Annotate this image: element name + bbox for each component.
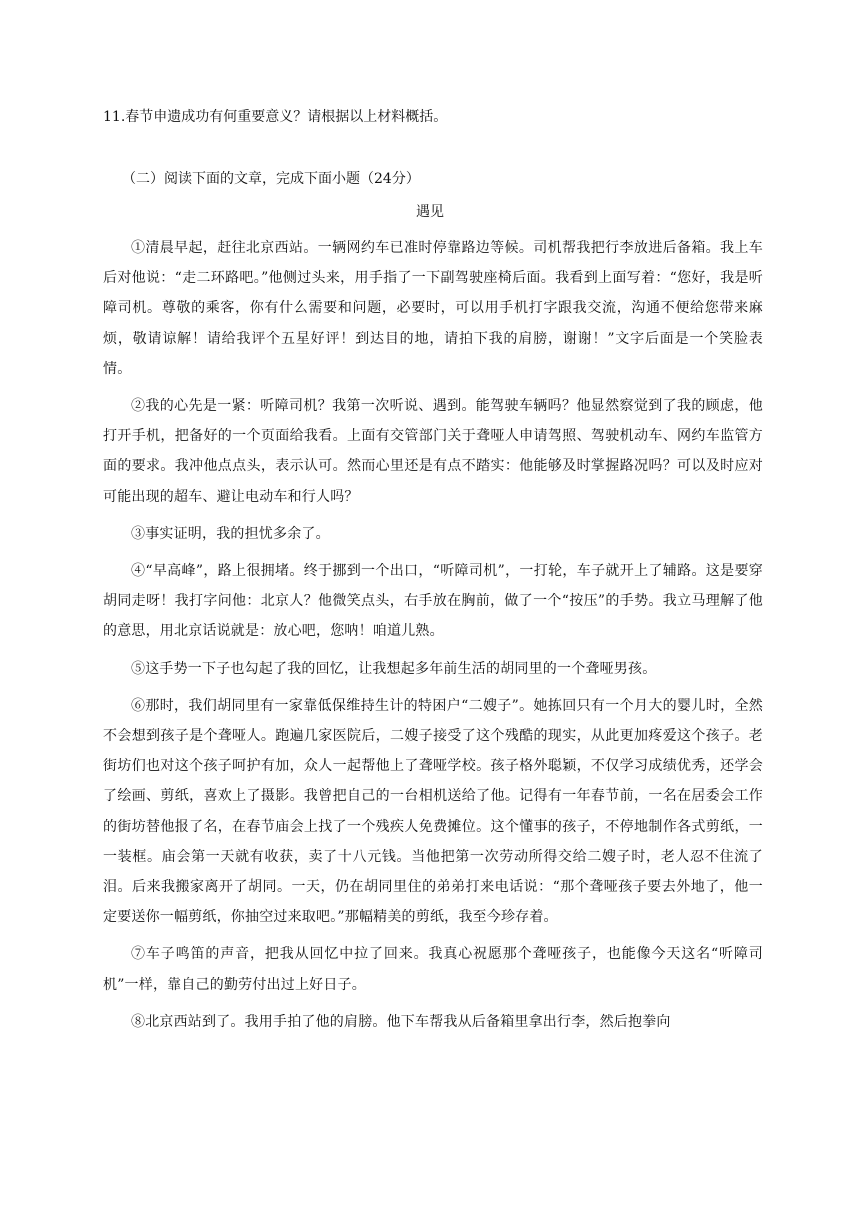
article-body	[103, 233, 763, 1044]
paragraph-5: ⑤这手势一下子也勾起了我的回忆，让我想起多年前生活的胡同里的一个聋哑男孩。	[131, 660, 657, 677]
article-title: 遇见	[416, 204, 444, 220]
paragraph-8: ⑧北京西站到了。我用手拍了他的肩膀。他下车帮我从后备箱里拿出行李，然后抱拳向	[131, 1013, 671, 1030]
paragraph-1: ①清晨早起，赶往北京西站。一辆网约车已准时停靠路边等候。司机帮我把行李放进后备箱。我上车后对他说：“走二环路吧。”他侧过头来，用手指了一下副驾驶座椅后面。我看到上面写着：“您好，我是听障司机。尊敬的乘客，你有什么需要和问题，必要时，可以用手机打字跟我交流，沟通不便给您带来麻烦，敬请谅解！请给我评个五星好评！到达目的地，请拍下我的肩膀，谢谢！”文字后面是一个笑脸表情。	[103, 240, 763, 377]
paragraph-3: ③事实证明，我的担忧多余了。	[131, 525, 330, 542]
question-11: 11.春节申遗成功有何重要意义？请根据以上材料概括。	[103, 109, 448, 125]
paragraph-2: ②我的心先是一紧：听障司机？我第一次听说、遇到。能驾驶车辆吗？他显然察觉到了我的顾虑，他打开手机，把备好的一个页面给我看。上面有交管部门关于聋哑人申请驾照、驾驶机动车、网约车监管方面的要求。我冲他点点头，表示认可。然而心里还是有点不踏实：他能够及时掌握路况吗？可以及时应对可能出现的超车、避让电动车和行人吗？	[103, 398, 763, 505]
paragraph-7: ⑦车子鸣笛的声音，把我从回忆中拉了回来。我真心祝愿那个聋哑孩子，也能像今天这名“听障司机”一样，靠自己的勤劳付出过上好日子。	[103, 946, 763, 993]
paragraph-4: ④“早高峰”，路上很拥堵。终于挪到一个出口，“听障司机”，一打轮，车子就开上了辅路。这是要穿胡同走呀！我打字问他：北京人？他微笑点头，右手放在胸前，做了一个“按压”的手势。我立马理解了他的意思，用北京话说就是：放心吧，您呐！咱道儿熟。	[103, 563, 763, 640]
paragraph-6: ⑥那时，我们胡同里有一家靠低保维持生计的特困户“二嫂子”。她拣回只有一个月大的婴儿时，全然不会想到孩子是个聋哑人。跑遍几家医院后，二嫂子接受了这个残酷的现实，从此更加疼爱这个孩子。老街坊们也对这个孩子呵护有加，众人一起帮他上了聋哑学校。孩子格外聪颖，不仅学习成绩优秀，还学会了绘画、剪纸，喜欢上了摄影。我曾把自己的一台相机送给了他。记得有一年春节前，一名在居委会工作的街坊替他报了名，在春节庙会上找了一个残疾人免费摊位。这个懂事的孩子，不停地制作各式剪纸，一一装框。庙会第一天就有收获，卖了十八元钱。当他把第一次劳动所得交给二嫂子时，老人忍不住流了泪。后来我搬家离开了胡同。一天，仍在胡同里住的弟弟打来电话说：“那个聋哑孩子要去外地了，他一定要送你一幅剪纸，你抽空过来取吧。”那幅精美的剪纸，我至今珍存着。	[103, 697, 763, 926]
section-heading: （二）阅读下面的文章，完成下面小题（24分）	[122, 171, 420, 187]
